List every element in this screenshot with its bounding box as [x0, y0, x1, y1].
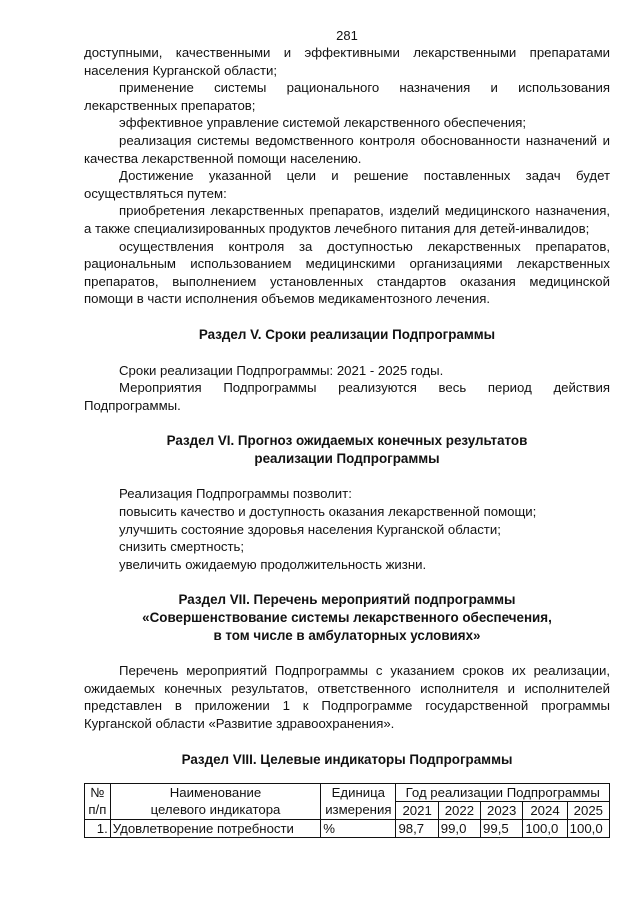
header-year: 2023: [481, 802, 523, 820]
paragraph: применение системы рационального назначения и использования лекарственных препаратов;: [84, 80, 610, 113]
spacer: [84, 414, 610, 432]
paragraph: Перечень мероприятий Подпрограммы с указанием сроков их реализации, ожидаемых конечных результатов, ответственного исполнителя и исполнителей представлен в приложении 1 к Подпрограмме государственной программы Курганской области «Развитие здравоохранения».: [84, 663, 610, 731]
paragraph: повысить качество и доступность оказания лекарственной помощи;: [119, 504, 537, 520]
title-line: в том числе в амбулаторных условиях»: [213, 627, 481, 643]
row-value: 100,0: [523, 820, 567, 838]
header-text: №: [90, 785, 105, 801]
header-text: целевого индикатора: [150, 802, 281, 818]
indicators-table: [84, 783, 610, 838]
paragraph: реализация системы ведомственного контроля обоснованности назначений и качества лекарственной помощи населению.: [84, 132, 610, 166]
row-name: Удовлетворение потребности: [110, 820, 320, 838]
section-title-6: [84, 432, 610, 467]
paragraph: Достижение указанной цели и решение поставленных задач будет осуществляться путем:: [84, 168, 610, 201]
paragraph: увеличить ожидаемую продолжительность жизни.: [119, 556, 427, 572]
paragraph: приобретения лекарственных препаратов, изделий медицинского назначения, а также специализированных продуктов лечебного питания для детей-инвалидов;: [84, 203, 610, 236]
title-line: Раздел VII. Перечень мероприятий подпрограммы: [178, 592, 516, 608]
paragraph: доступными, качественными и эффективными лекарственными препаратами населения Курганской области;: [84, 45, 610, 78]
header-year: 2025: [567, 802, 609, 820]
section-title-8: Раздел VIII. Целевые индикаторы Подпрограммы: [181, 751, 513, 767]
section-title-5: Раздел V. Сроки реализации Подпрограммы: [198, 326, 496, 342]
header-year: 2021: [396, 802, 438, 820]
table-header-row: [85, 784, 610, 802]
row-num: 1.: [85, 820, 111, 838]
header-unit: [321, 784, 396, 820]
row-value: 99,5: [481, 820, 523, 838]
spacer: [84, 308, 610, 326]
paragraph: улучшить состояние здоровья населения Курганской области;: [119, 521, 501, 537]
header-text: п/п: [88, 802, 107, 818]
header-text: Наименование: [169, 785, 262, 801]
row-unit: %: [321, 820, 396, 838]
spacer: [84, 573, 610, 591]
document-page: [84, 28, 610, 838]
paragraph: осуществления контроля за доступностью лекарственных препаратов, рациональным использованием медицинскими организациями лекарственных препаратов, выполнением установленных стандартов оказания медицинской помощи в части исполнения объемов медикаментозного лечения.: [84, 238, 610, 307]
paragraph: Мероприятия Подпрограммы реализуются весь период действия Подпрограммы.: [84, 380, 610, 413]
spacer: [84, 733, 610, 751]
table-row: [85, 820, 610, 838]
paragraph: эффективное управление системой лекарственного обеспечения;: [119, 115, 527, 131]
paragraph: Сроки реализации Подпрограммы: 2021 - 2025 годы.: [119, 362, 444, 378]
header-years: Год реализации Подпрограммы: [396, 784, 610, 802]
page-number: 281: [336, 28, 358, 43]
row-value: 98,7: [396, 820, 438, 838]
spacer: [84, 344, 610, 362]
header-text: измерения: [325, 802, 392, 818]
header-name: [110, 784, 320, 820]
paragraph: снизить смертность;: [119, 539, 245, 555]
row-value: 99,0: [438, 820, 480, 838]
row-value: 100,0: [567, 820, 609, 838]
header-year: 2022: [438, 802, 480, 820]
header-text: Единица: [331, 785, 386, 801]
header-num: [85, 784, 111, 820]
title-line: Раздел VI. Прогноз ожидаемых конечных результатов: [166, 433, 528, 449]
title-line: «Совершенствование системы лекарственного обеспечения,: [142, 610, 552, 626]
spacer: [84, 644, 610, 662]
section-title-7: [84, 591, 610, 644]
title-line: реализации Подпрограммы: [254, 450, 440, 466]
spacer: [84, 467, 610, 485]
paragraph: Реализация Подпрограммы позволит:: [119, 486, 352, 502]
header-year: 2024: [523, 802, 567, 820]
